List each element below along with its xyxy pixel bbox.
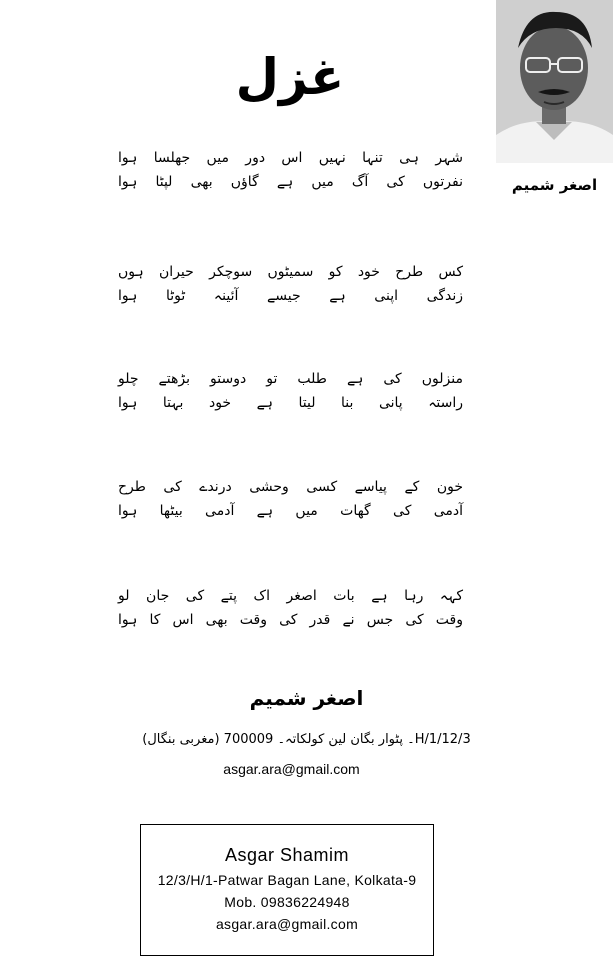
verse-line: منزلوں کی ہے طلب تو دوستو بڑھتے چلو xyxy=(118,371,463,387)
stanza-3 xyxy=(118,367,463,415)
contact-card xyxy=(140,824,434,956)
poet-name: اصغر شمیم xyxy=(249,686,364,710)
page-title: غزل xyxy=(235,48,345,106)
card-name: Asgar Shamim xyxy=(224,845,350,865)
verse-line: خون کے پیاسے کسی وحشی درندے کی طرح xyxy=(118,479,463,495)
verse-line: راستہ پانی بنا لیتا ہے خود بہتا ہوا xyxy=(118,395,463,411)
verse-line: آدمی کی گھات میں ہے آدمی بیٹھا ہوا xyxy=(118,503,463,519)
stanza-5 xyxy=(118,584,463,632)
verse-line: نفرتوں کی آگ میں ہے گاؤں بھی لپٹا ہوا xyxy=(118,174,463,190)
poet-email: asgar.ara@gmail.com xyxy=(223,761,360,777)
stanza-4 xyxy=(118,475,463,523)
card-address: 12/3/H/1-Patwar Bagan Lane, Kolkata-9 xyxy=(157,872,417,888)
stanza-1 xyxy=(118,146,463,194)
card-mobile: Mob. 09836224948 xyxy=(224,894,350,910)
stanza-2 xyxy=(118,260,463,308)
verse-line: کس طرح خود کو سمیٹوں سوچکر حیران ہوں xyxy=(118,264,463,280)
verse-line: زندگی اپنی ہے جیسے آئینہ ٹوٹا ہوا xyxy=(118,288,463,304)
portrait-caption: اصغر شمیم xyxy=(511,176,598,194)
poet-address: 12/3/H/1۔ پٹوار بگان لین کولکاتہ۔ 700009 (مغربی بنگال) xyxy=(142,732,471,747)
card-email: asgar.ara@gmail.com xyxy=(215,916,359,932)
verse-line: وقت کی جس نے قدر کی وقت بھی اس کا ہوا xyxy=(118,612,463,628)
verse-line: کہہ رہا ہے بات اصغر اک پتے کی جان لو xyxy=(118,588,463,604)
verse-line: شہر ہی تنہا نہیں اس دور میں جھلسا ہوا xyxy=(118,150,463,166)
